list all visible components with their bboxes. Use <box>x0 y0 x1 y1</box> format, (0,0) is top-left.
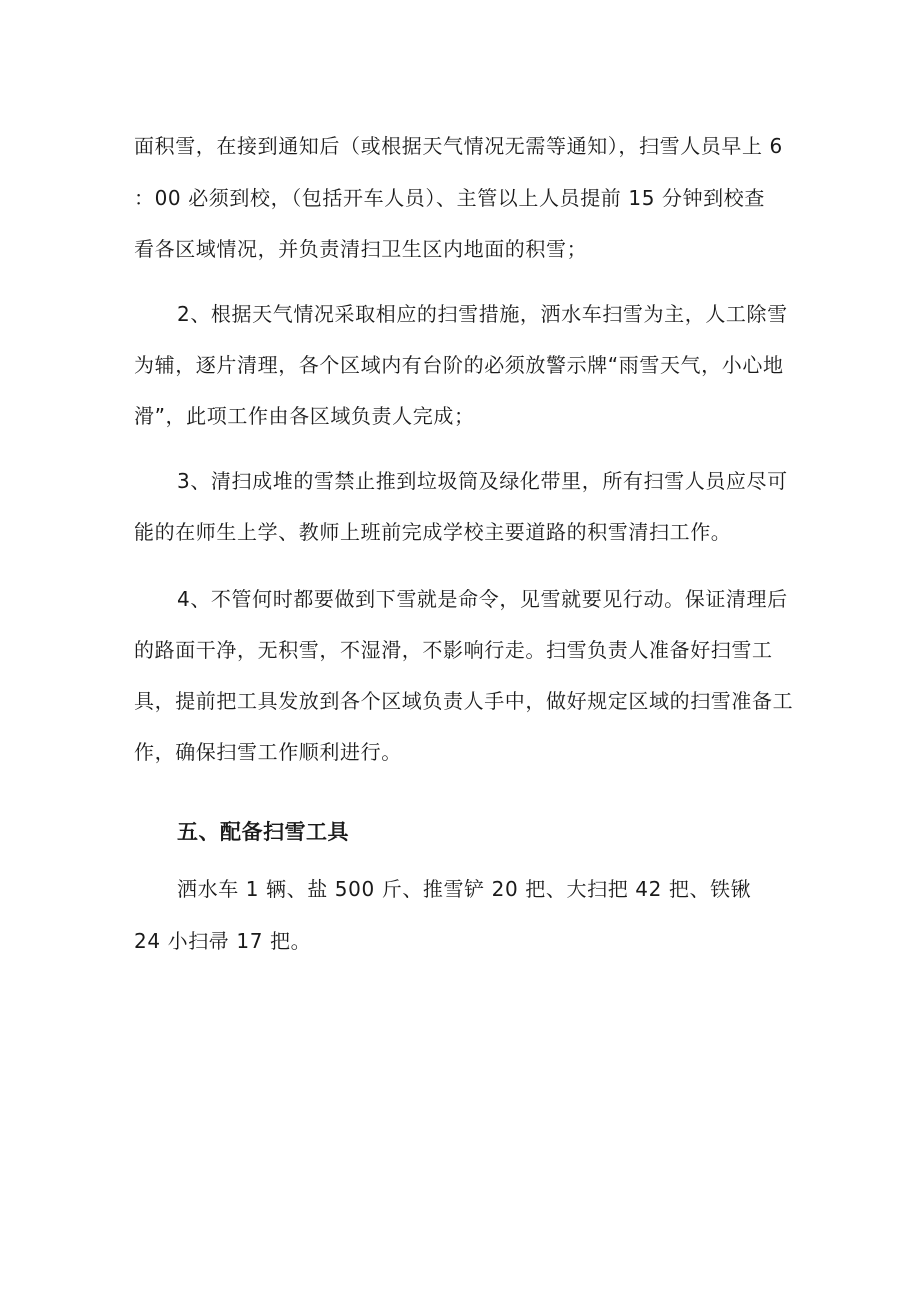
section5-line-2: 24 小扫帚 17 把。 <box>134 929 312 953</box>
item4-line-3: 具，提前把工具发放到各个区域负责人手中，做好规定区域的扫雪准备工 <box>134 689 794 713</box>
item2-line-2: 为辅，逐片清理，各个区域内有台阶的必须放警示牌“雨雪天气，小心地 <box>134 353 784 377</box>
intro-line-3: 看各区域情况，并负责清扫卫生区内地面的积雪； <box>134 237 588 261</box>
item3-line-1: 3、清扫成堆的雪禁止推到垃圾筒及绿化带里，所有扫雪人员应尽可 <box>177 469 788 493</box>
intro-line-2: ：00 必须到校，（包括开车人员）、主管以上人员提前 15 分钟到校查 <box>134 186 765 210</box>
item2-line-3: 滑”，此项工作由各区域负责人完成； <box>134 404 475 428</box>
item4-line-1: 4、不管何时都要做到下雪就是命令，见雪就要见行动。保证清理后 <box>177 587 788 611</box>
intro-line-1: 面积雪，在接到通知后（或根据天气情况无需等通知），扫雪人员早上 6 <box>134 134 783 158</box>
item4-line-2: 的路面干净，无积雪，不湿滑，不影响行走。扫雪负责人准备好扫雪工 <box>134 638 773 662</box>
section5-heading: 五、配备扫雪工具 <box>177 820 349 844</box>
item2-line-1: 2、根据天气情况采取相应的扫雪措施，洒水车扫雪为主，人工除雪 <box>177 302 788 326</box>
item3-line-2: 能的在师生上学、教师上班前完成学校主要道路的积雪清扫工作。 <box>134 520 732 544</box>
item4-line-4: 作，确保扫雪工作顺利进行。 <box>134 740 402 764</box>
section5-line-1: 洒水车 1 辆、盐 500 斤、推雪铲 20 把、大扫把 42 把、铁锹 <box>177 877 752 901</box>
